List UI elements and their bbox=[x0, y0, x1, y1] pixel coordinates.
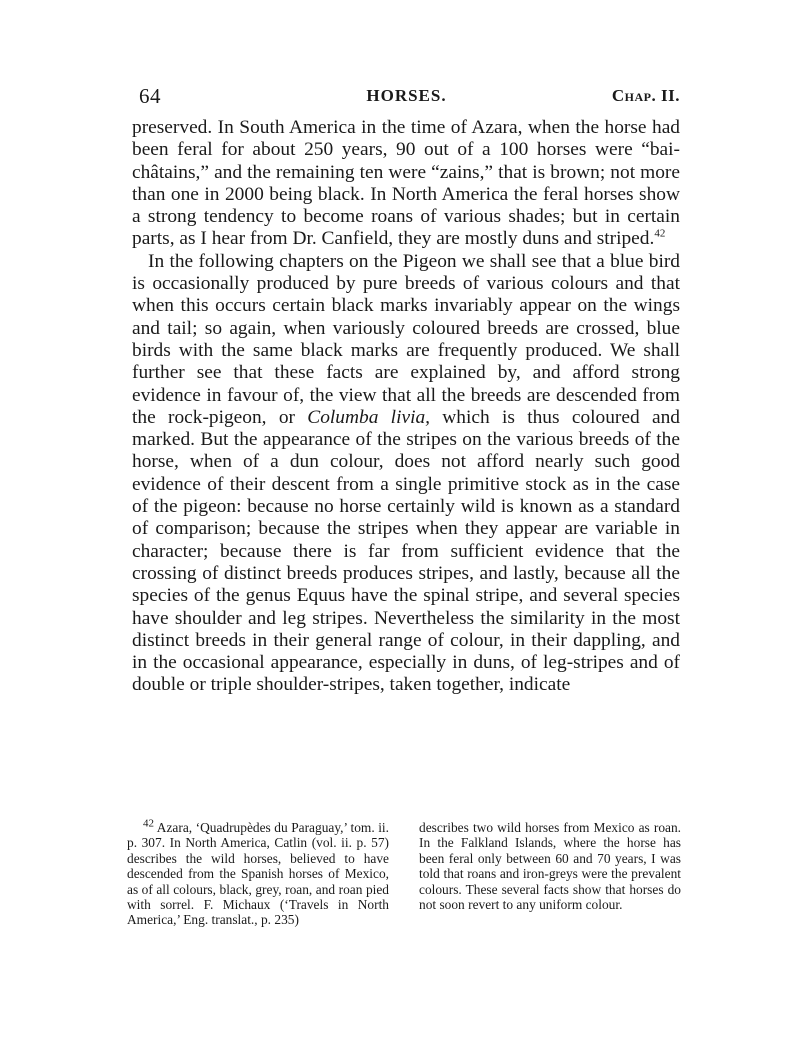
footnote-reference: 42 bbox=[654, 228, 666, 241]
body-text bbox=[132, 117, 680, 697]
paragraph-2-text-start: In the following chapters on the Pigeon we shall see that a blue bird is occasionally produced by pure breeds of various colours and that when this occurs certain black marks invariably appear on the wings and tail; so again, when variously coloured breeds are crossed, blue birds with the same black marks are frequently produced. We shall further see that these facts are explained by, and afford strong evidence in favour of, the view that all the breeds are descended from the rock-pigeon, or bbox=[132, 250, 680, 428]
page-number: 64 bbox=[139, 84, 161, 108]
footnote-left-text: Azara, ‘Quadrupèdes du Paraguay,’ tom. ii. p. 307. In North America, Catlin (vol. ii. p. 57) describes the wild horses, believed to have descended from the Spanish horses of Mexico, as of all colours, black, grey, roan, and roan pied with sorrel. F. Michaux (‘Travels in North America,’ Eng. translat., p. 235) bbox=[127, 820, 389, 928]
footnote-marker: 42 bbox=[143, 817, 154, 830]
footnote-right-column bbox=[419, 820, 681, 928]
footnote-left-column bbox=[127, 817, 389, 928]
paragraph-1 bbox=[132, 117, 680, 251]
paragraph-2-text-end: which is thus coloured and marked. But the appearance of the stripes on the various breeds of the horse, when of a dun colour, does not afford nearly such good evidence of their descent from a single primitive stock as in the case of the pigeon: because no horse certainly wild is known as a standard of comparison; because the stripes when they appear are variable in character; because there is far from sufficient evidence that the crossing of distinct breeds produces stripes, and lastly, because all the species of the genus Equus have the spinal stripe, and several species have shoulder and leg stripes. Nevertheless the similarity in the most distinct breeds in their general range of colour, in their dappling, and in the occasional appearance, especially in duns, of leg-stripes and of double or triple shoulder-stripes, taken together, indicate bbox=[132, 406, 680, 696]
paragraph-1-text: preserved. In South America in the time of Azara, when the horse had been feral for about 250 years, 90 out of a 100 horses were “bai-châtains,” and the remaining ten were “zains,” that is brown; not more than one in 2000 being black. In North America the feral horses show a strong tendency to become roans of various shades; but in certain parts, as I hear from Dr. Canfield, they are mostly duns and striped. bbox=[132, 117, 680, 250]
species-name: Columba livia, bbox=[307, 406, 430, 428]
running-title: HORSES. bbox=[366, 86, 447, 105]
footnote-right-text: describes two wild horses from Mexico as roan. In the Falkland Islands, where the horse has been feral only between 60 and 70 years, I was told that roans and iron-greys were the prevalent colours. These several facts show that horses do not soon revert to any uniform colour. bbox=[419, 820, 681, 913]
chapter-reference: Chap. II. bbox=[611, 86, 680, 105]
paragraph-2 bbox=[132, 251, 680, 697]
running-head bbox=[133, 84, 680, 110]
footnotes bbox=[127, 817, 681, 928]
